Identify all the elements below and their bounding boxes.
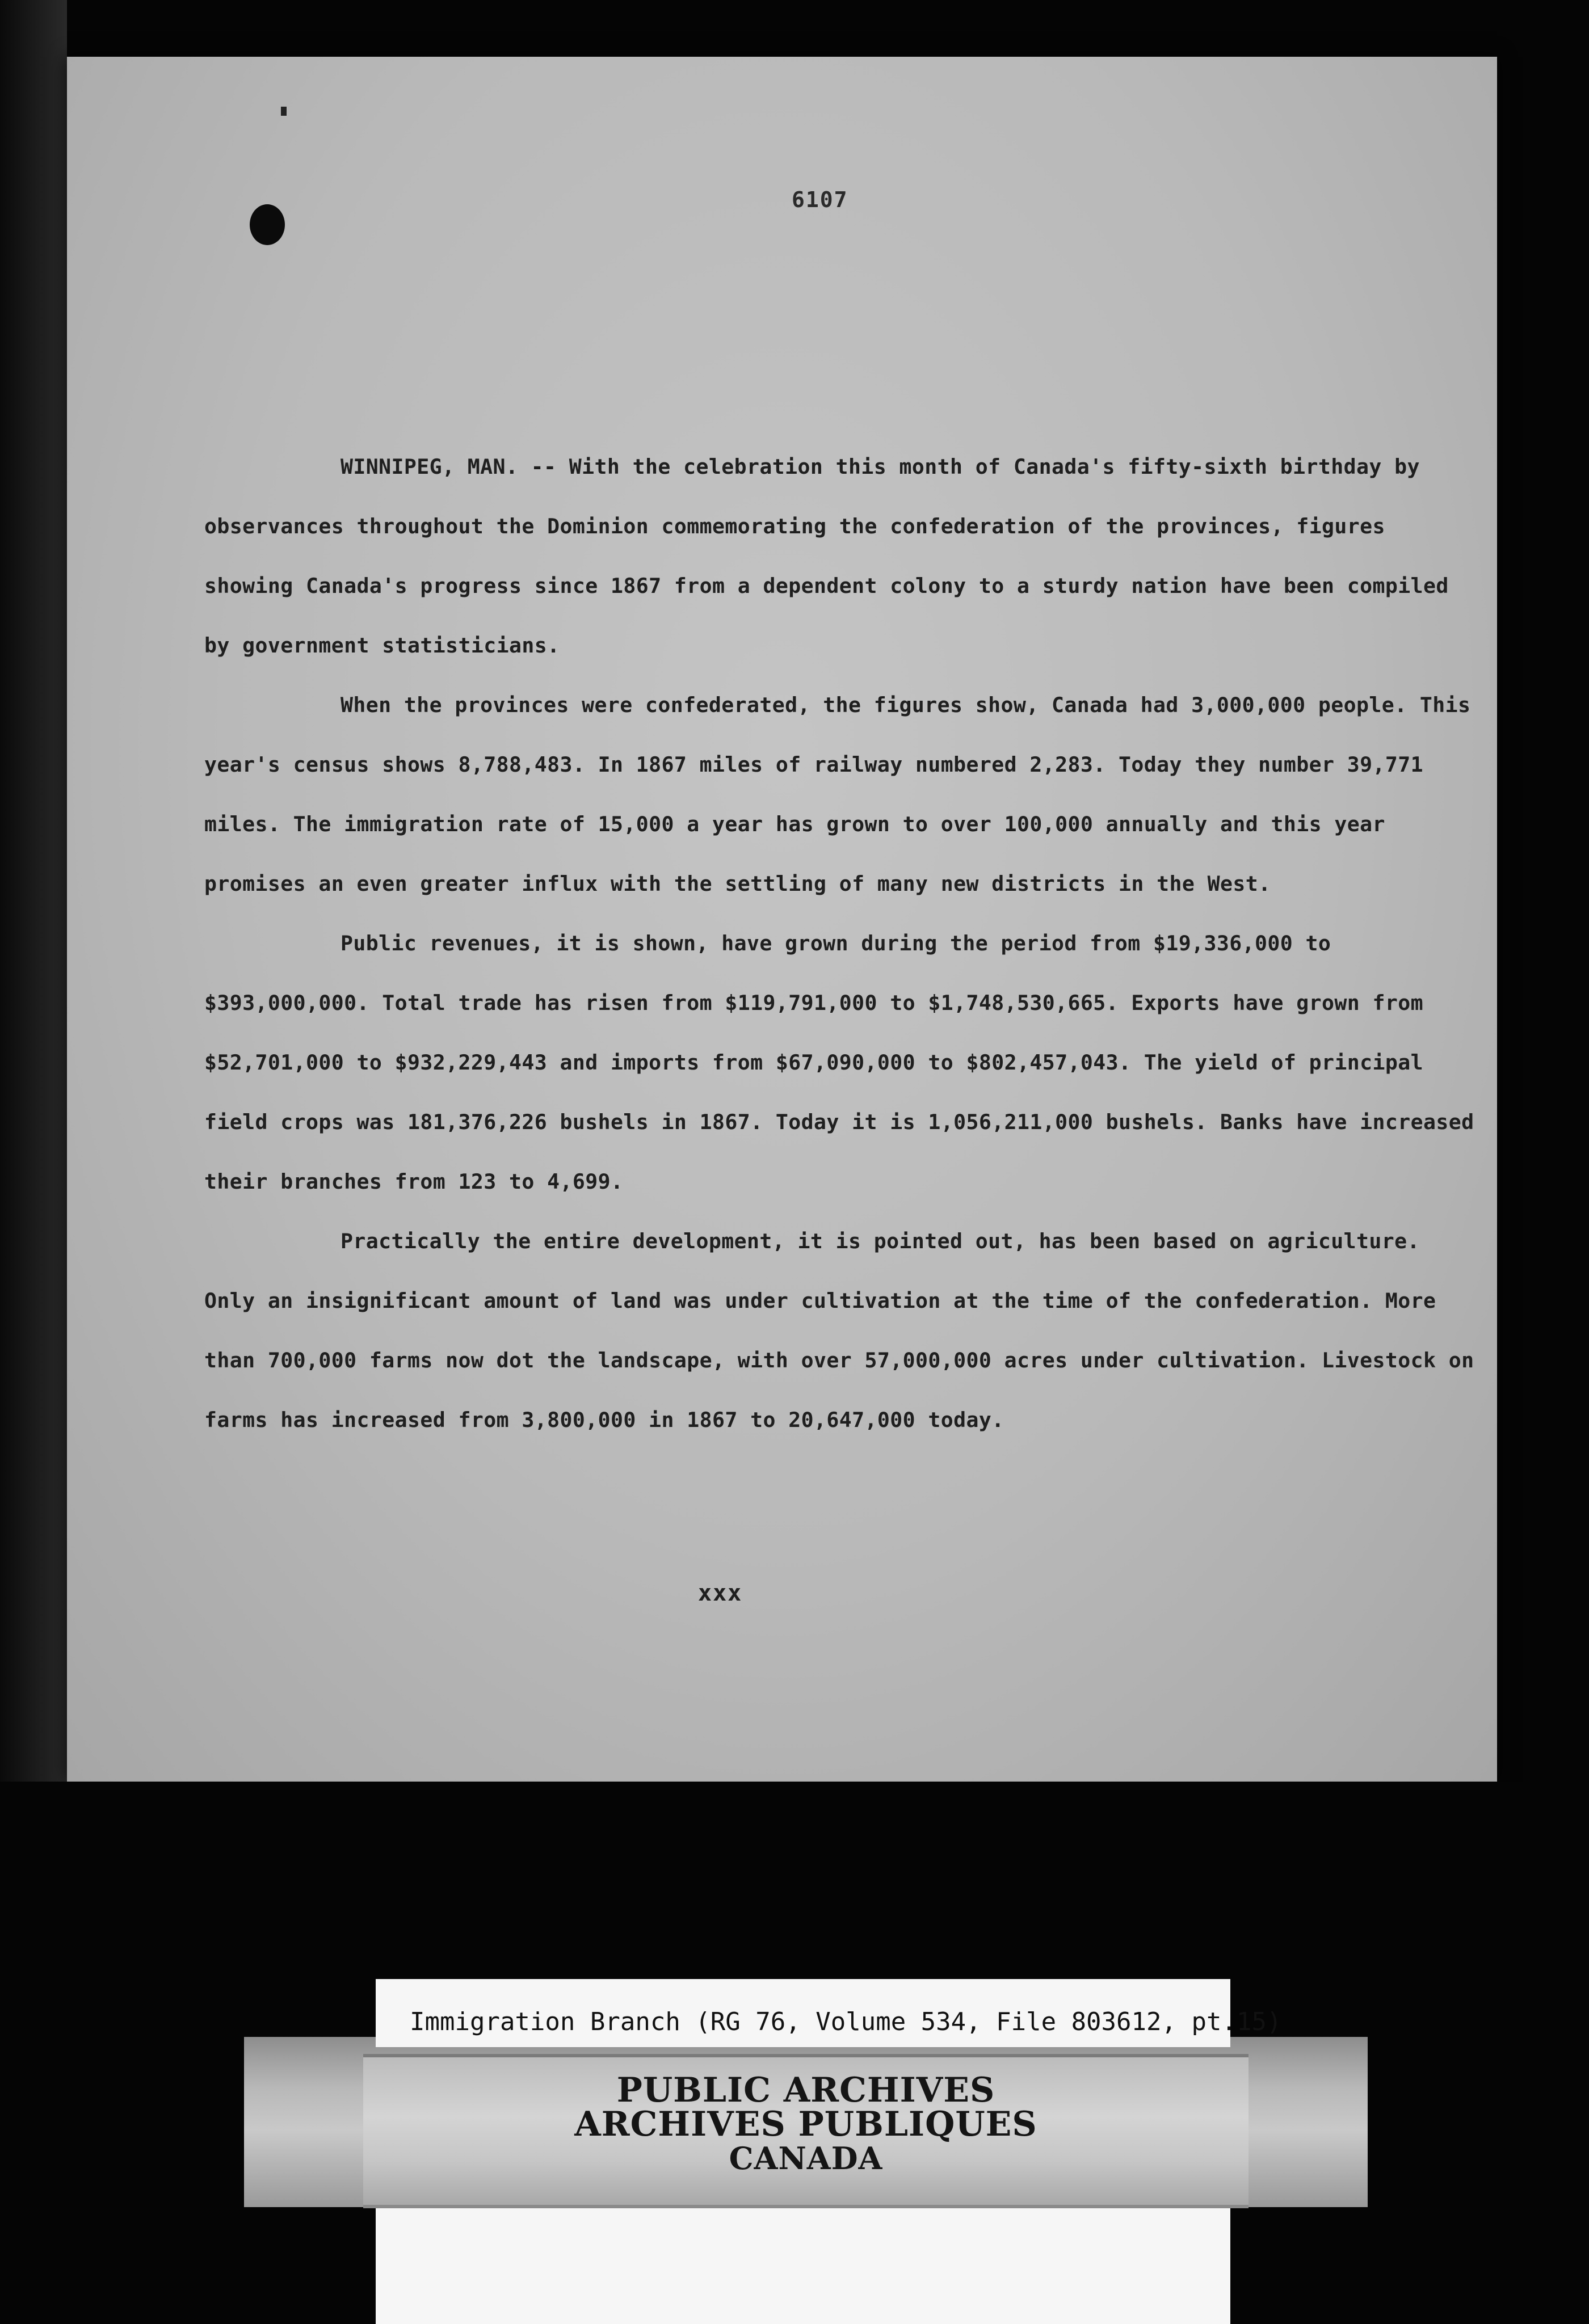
label-bottom xyxy=(376,2201,1230,2324)
archive-label xyxy=(376,1979,1282,2047)
archives-stamp xyxy=(363,2054,1248,2208)
paragraph: Public revenues, it is shown, have grown during the period from $19,336,000 to $393,000,000. Total trade has risen from $119,791,000 to $1,748,530,665. Exports have grown from $52,701,000 to $932,229,443 and imports from $67,090,000 to $802,457,043. The yield of principal field crops was 181,376,226 bushels in 1867. Today it is 1,056,211,000 bushels. Banks have increased their branches from 123 to 4,699. xyxy=(204,931,1474,1194)
archive-reference: Immigration Branch (RG 76, Volume 534, File 803612, pt.15) xyxy=(410,2007,1282,2036)
paper-mark xyxy=(281,107,287,116)
punch-hole xyxy=(250,204,285,245)
end-mark: xxx xyxy=(698,1580,743,1606)
stamp-line: PUBLIC ARCHIVES xyxy=(616,2070,995,2110)
film-border xyxy=(0,0,67,1782)
paragraph: WINNIPEG, MAN. -- With the celebration this month of Canada's fifty-sixth birthday by observances throughout the Dominion commemorating the confederation of the provinces, figures showing Canada's progress since 1867 from a dependent colony to a sturdy nation have been compiled by government statisticians. xyxy=(204,454,1449,658)
paragraph: When the provinces were confederated, the figures show, Canada had 3,000,000 people. This year's census shows 8,788,483. In 1867 miles of railway numbered 2,283. Today they number 39,771 miles. The immigration rate of 15,000 a year has grown to over 100,000 annually and this year promises an even greater influx with the settling of many new districts in the West. xyxy=(204,693,1471,896)
stamp-line: ARCHIVES PUBLIQUES xyxy=(574,2104,1037,2144)
page-number: 6107 xyxy=(792,187,848,212)
paragraph: Practically the entire development, it is pointed out, has been based on agriculture. Only an insignificant amount of land was under cultivation at the time of the confederation. More than 700,000 farms now dot the landscape, with over 57,000,000 acres under cultivation. Livestock on farms has increased from 3,800,000 in 1867 to 20,647,000 today. xyxy=(204,1229,1474,1432)
stamp-line: CANADA xyxy=(729,2140,883,2176)
article-body xyxy=(204,437,1476,1450)
